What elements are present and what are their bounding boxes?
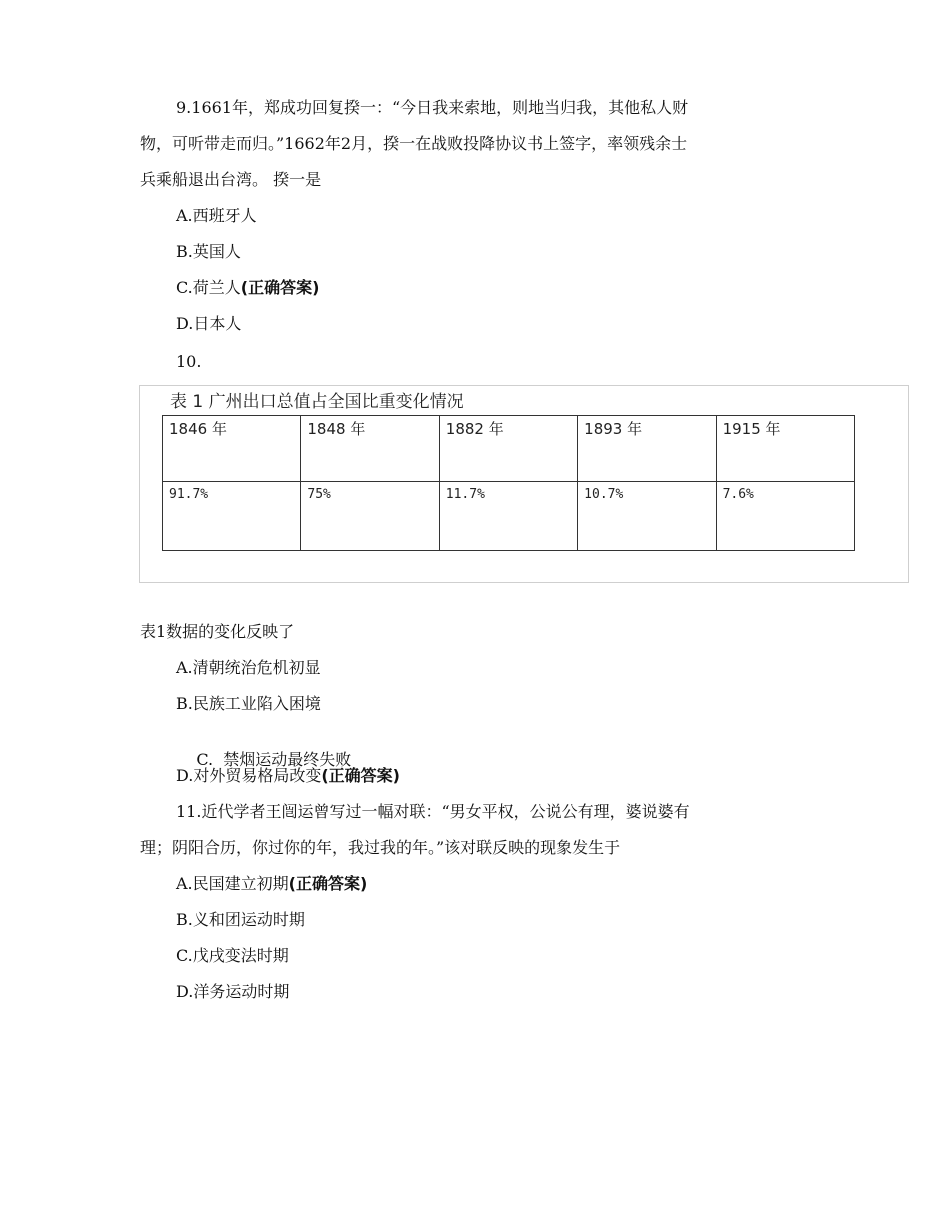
table-cell-value: 7.6% [716, 482, 854, 551]
option-text: B.民族工业陷入困境 [176, 694, 321, 713]
option-text: C. 禁烟运动最终失败 [196, 750, 352, 769]
table-cell-value: 91.7% [163, 482, 301, 551]
table-row-years [163, 416, 855, 482]
option-text: D.洋务运动时期 [176, 982, 290, 1001]
export-share-table [162, 415, 855, 551]
q11-option-d [176, 982, 289, 1002]
option-text: C.戊戌变法时期 [176, 946, 289, 965]
table-caption: 表 1 广州出口总值占全国比重变化情况 [170, 392, 464, 412]
q9-option-d [176, 314, 241, 334]
q9-option-c [176, 278, 319, 298]
q9-stem-line-2: 物，可听带走而归。”1662年2月，揆一在战败投降协议书上签字，率领残余士 [140, 134, 688, 153]
option-text: D.对外贸易格局改变 [176, 766, 322, 785]
correct-answer-mark: (正确答案) [288, 874, 368, 893]
table-cell-year: 1882 年 [439, 416, 577, 482]
q9-option-b [176, 242, 241, 262]
option-text: A.清朝统治危机初显 [176, 658, 321, 677]
q10-option-b [176, 694, 321, 714]
q10-number: 10. [176, 352, 202, 371]
table-cell-value: 11.7% [439, 482, 577, 551]
q11-stem-line-2: 理；阴阳合历，你过你的年，我过我的年。”该对联反映的现象发生于 [140, 838, 621, 857]
q11-option-b [176, 910, 305, 930]
table-cell-value: 10.7% [578, 482, 716, 551]
table-cell-year: 1893 年 [578, 416, 716, 482]
table-cell-year: 1846 年 [163, 416, 301, 482]
q11-option-a [176, 874, 367, 894]
table-row-values [163, 482, 855, 551]
q11-stem-line-1: 11.近代学者王闿运曾写过一幅对联：“男女平权，公说公有理，婆说婆有 [176, 802, 690, 821]
q10-stem: 表1数据的变化反映了 [140, 622, 295, 641]
q9-stem-line-1: 9.1661年，郑成功回复揆一：“今日我来索地，则地当归我，其他私人财 [176, 98, 689, 117]
q9-option-a [176, 206, 257, 226]
table-cell-value: 75% [301, 482, 439, 551]
option-text: B.义和团运动时期 [176, 910, 305, 929]
option-text: A.西班牙人 [176, 206, 257, 225]
option-text: C.荷兰人 [176, 278, 241, 297]
option-text: A.民国建立初期 [176, 874, 289, 893]
q10-table-figure [139, 385, 909, 583]
q11-option-c [176, 946, 289, 966]
correct-answer-mark: (正确答案) [321, 766, 400, 785]
q10-option-a [176, 658, 321, 678]
table-cell-year: 1915 年 [716, 416, 854, 482]
correct-answer-mark: (正确答案) [240, 278, 320, 297]
q9-stem-line-3: 兵乘船退出台湾。 揆一是 [140, 170, 322, 189]
option-text: B.英国人 [176, 242, 241, 261]
table-cell-year: 1848 年 [301, 416, 439, 482]
q10-option-d [176, 766, 400, 786]
option-text: D.日本人 [176, 314, 242, 333]
